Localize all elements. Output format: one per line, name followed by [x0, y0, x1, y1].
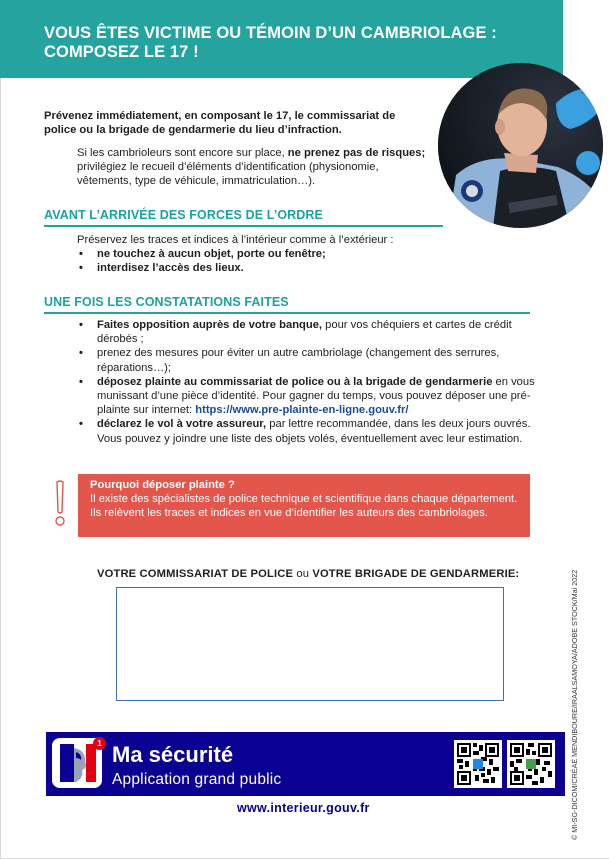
- photo-credit: © MI-SG-DICOM/CRÉAÉ MENDIBOURE/IRAALSAMOYA/ADOBE STOCK/Mai 2022: [570, 569, 579, 840]
- page-border: [0, 0, 1, 859]
- title-line-2: COMPOSEZ LE 17 !: [44, 43, 199, 61]
- intro-advice-start: Si les cambrioleurs sont encore sur place,: [77, 147, 288, 159]
- section2-list: [77, 318, 537, 446]
- insurer-text: par lettre recommandée, dans les deux jours ouvrés. Vous pouvez y joindre une liste des objets volés, éventuellement avec leur estimation.: [97, 418, 531, 445]
- intro-advice-bold: ne prenez pas de risques;: [287, 147, 426, 159]
- station-label-police: VOTRE COMMISSARIAT DE POLICE: [97, 568, 294, 580]
- intro-paragraph: Prévenez immédiatement, en composant le 17, le commissariat de police ou la brigade de gendarmerie du lieu d’infraction.: [44, 110, 396, 137]
- qr-code-icon[interactable]: [507, 740, 555, 788]
- intro-advice-end: privilégiez le recueil d’éléments d’identification (physionomie, vêtements, type de véhicule, immatriculation…).: [77, 161, 379, 188]
- station-label-or: ou: [293, 568, 313, 580]
- list-item: • prenez des mesures pour éviter un autre cambriolage (changement des serrures, réparations…);: [77, 346, 537, 374]
- section-title-before-arrival: AVANT L’ARRIVÉE DES FORCES DE L’ORDRE: [44, 208, 323, 222]
- qr-code-icon[interactable]: [454, 740, 502, 788]
- station-label-gendarmerie: VOTRE BRIGADE DE GENDARMERIE:: [312, 568, 520, 580]
- station-label: [97, 568, 519, 580]
- app-subtitle: Application grand public: [112, 771, 282, 788]
- section1-list: [77, 247, 407, 275]
- bank-opposition-text: pour vos chéquiers et cartes de crédit dérobés ;: [97, 319, 512, 346]
- list-item: [77, 318, 537, 346]
- section-title-after-findings: UNE FOIS LES CONSTATATIONS FAITES: [44, 295, 289, 309]
- notification-badge: 1: [93, 737, 106, 750]
- list-item: [77, 375, 537, 418]
- police-officer-photo: [438, 63, 603, 228]
- section-divider: [44, 225, 443, 227]
- list-item: [77, 417, 537, 445]
- station-info-box: [116, 587, 504, 701]
- list-item: • interdisez l’accès des lieux.: [77, 261, 407, 275]
- section1-intro: Préservez les traces et indices à l’intérieur comme à l’extérieur :: [77, 234, 394, 246]
- intro-advice: [77, 146, 427, 189]
- app-promo-band: [46, 732, 565, 796]
- list-item: • ne touchez à aucun objet, porte ou fenêtre;: [77, 247, 407, 261]
- alert-text: Il existe des spécialistes de police technique et scientifique dans chaque département. Ils relèvent les traces et indices en vue d’identifier les auteurs des cambriolages.: [90, 492, 518, 519]
- website-link[interactable]: www.interieur.gouv.fr: [237, 801, 370, 815]
- alert-title: Pourquoi déposer plainte ?: [90, 479, 235, 491]
- why-complain-box: [78, 474, 530, 537]
- bank-opposition-bold: Faites opposition auprès de votre banque,: [97, 319, 323, 331]
- title-line-1: VOUS ÊTES VICTIME OU TÉMOIN D’UN CAMBRIOLAGE :: [44, 24, 497, 42]
- section-divider: [44, 312, 530, 314]
- page-title: [44, 24, 544, 62]
- insurer-bold: déclarez le vol à votre assureur,: [97, 418, 267, 431]
- file-complaint-bold: déposez plainte au commissariat de police ou à la brigade de gendarmerie: [97, 375, 493, 388]
- file-complaint-text: en vous munissant d’une pièce d’identité. Pour gagner du temps, vous pouvez déposer une pré-plainte sur internet:: [97, 375, 535, 417]
- exclamation-icon: [52, 480, 68, 533]
- app-name: Ma sécurité: [112, 742, 234, 767]
- pre-complaint-link[interactable]: https://www.pre-plainte-en-ligne.gouv.fr/: [195, 404, 409, 417]
